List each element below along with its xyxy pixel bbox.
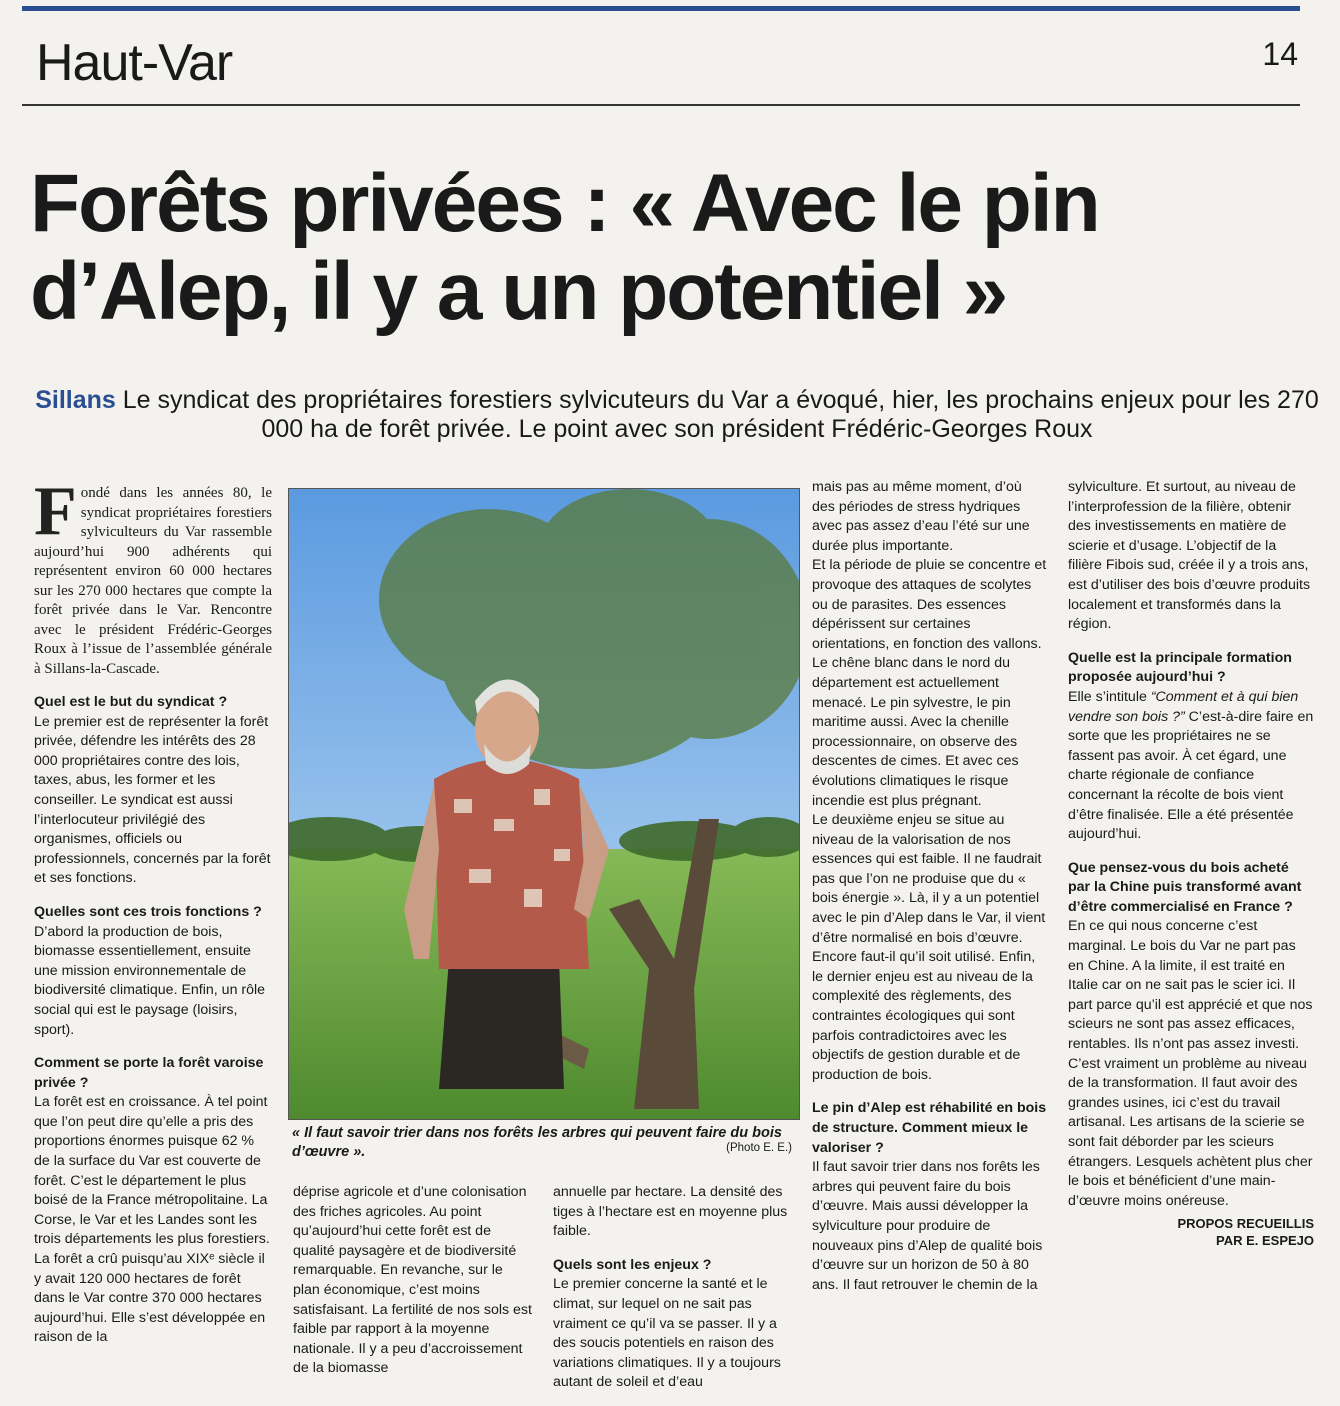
column-4 bbox=[812, 478, 1048, 1295]
question-4: Quels sont les enjeux ? bbox=[553, 1256, 712, 1273]
drop-cap: F bbox=[34, 473, 77, 550]
answer-2: D’abord la production de bois, biomasse essentiellement, ensuite une mission environnementale de biodiversité climatique. Enfin, un rôle social qui est le paysage (loisirs, sport). bbox=[34, 923, 266, 1038]
headline: Forêts privées : « Avec le pin d’Alep, il y a un potentiel » bbox=[30, 158, 1099, 337]
column-4-para-1: mais pas au même moment, d’où des périodes de stress hydriques avec pas assez d’eau l’été sur une durée plus importante. bbox=[812, 479, 1030, 554]
question-5: Le pin d’Alep est réhabilité en bois de structure. Comment mieux le valoriser ? bbox=[812, 1100, 1047, 1156]
intro-paragraph bbox=[34, 473, 272, 679]
photo-illustration bbox=[289, 489, 799, 1119]
answer-6-intro: Elle s’intitule bbox=[1068, 688, 1151, 705]
question-6: Quelle est la principale formation proposée aujourd’hui ? bbox=[1068, 649, 1292, 686]
column-4-para-3: Le deuxième enjeu se situe au niveau de la valorisation de nos essences qui est faible. Il ne faudrait pas que l’on ne produise que du « bois énergie ». Là, il y a un potentiel avec le pin d’Alep dans le Var, il vient d’être normalisé en bois d’œuvre. Encore faut-il qu’il soit utilisé. Enfin, le dernier enjeu est au niveau de la complexité des règlements, des contraintes écologiques qui sont parfois contradictoires avec les objectifs de gestion durable et de production de bois. bbox=[812, 812, 1046, 1083]
column-4-para-2: Et la période de pluie se concentre et provoque des attaques de scolytes ou de parasites. Des essences dépérissent sur certaines orientations, en fonction des vallons. Le chêne blanc dans le nord du département est actuellement menacé. Le pin sylvestre, le pin maritime aussi. Avec la chenille processionnaire, on observe des descentes de cimes. Et avec ces évolutions climatiques le risque incendie est plus prégnant. bbox=[812, 557, 1047, 809]
column-5 bbox=[1068, 478, 1314, 1249]
training-title: “Comment et à qui bien vendre son bois ?” bbox=[1068, 688, 1299, 725]
question-7: Que pensez-vous du bois acheté par la Chine puis transformé avant d’être commercialisé en France ? bbox=[1068, 859, 1302, 915]
column-3-continuation bbox=[553, 1183, 793, 1393]
page-number: 14 bbox=[1262, 36, 1298, 72]
column-2-text: déprise agricole et d’une colonisation des friches agricoles. Au point qu’aujourd’hui cette forêt est de qualité paysagère et de biodiversité remarquable. En revanche, sur le plan économique, c’est moins satisfaisant. La fertilité de nos sols est faible par rapport à la moyenne nationale. Il y a peu d’accroissement de la biomasse bbox=[293, 1184, 532, 1377]
standfirst bbox=[32, 386, 1322, 444]
column-5-para-1: sylviculture. Et surtout, au niveau de l’interprofession de la filière, obtenir des investissements en matière de scierie et d’usage. L’objectif de la filière Fibois sud, créée il y a trois ans, est d’utiliser des bois d’œuvre produits localement et transformés dans la région. bbox=[1068, 479, 1311, 633]
column-3-lead: annuelle par hectare. La densité des tiges à l’hectare est en moyenne plus faible. bbox=[553, 1184, 788, 1240]
header-rule bbox=[22, 104, 1300, 106]
answer-6-text: C’est-à-dire faire en sorte que les propriétaires ne se fassent pas avoir. À cet égard, une charte régionale de confiance concernant la récolte de bois vient d’être finalisée. Elle a été présentée aujourd’hui. bbox=[1068, 708, 1314, 843]
byline-line-2: PAR E. ESPEJO bbox=[1215, 1233, 1314, 1249]
answer-7: En ce qui nous concerne c’est marginal. Le bois du Var ne part pas en Chine. A la limite, il est traité en Italie car on ne sait pas le scier ici. Il part parce qu’il est apprécié et que nos scieurs ne sont pas assez efficaces, rentables. Ils n’ont pas assez investi. C’est vraiment un problème au niveau de la transformation. Il faut avoir des grandes usines, ici c’est du travail artisanal. Les artisans de la scierie se sont fait déborder par les scieurs étrangers. Lesquels achètent plus cher le bois et bénéficient d’une main-d’œuvre moins onéreuse. bbox=[1068, 918, 1313, 1209]
column-2-continuation bbox=[293, 1183, 533, 1379]
byline-line-1: PROPOS RECUEILLIS bbox=[1177, 1216, 1314, 1232]
dateline-place: Sillans bbox=[35, 386, 116, 414]
photo-caption: « Il faut savoir trier dans nos forêts les arbres qui peuvent faire du bois d’œuvre ». bbox=[292, 1125, 782, 1160]
photo-credit: (Photo E. E.) bbox=[726, 1142, 792, 1154]
article-photo bbox=[288, 488, 800, 1120]
answer-5: Il faut savoir trier dans nos forêts les arbres qui peuvent faire du bois d’œuvre. Mais aussi développer la sylviculture pour produire de nouveaux pins d’Alep de qualité bois d’œuvre sur un horizon de 50 à 80 ans. Il faut retrouver le chemin de la bbox=[812, 1159, 1043, 1293]
section-title: Haut-Var bbox=[36, 34, 233, 92]
column-1 bbox=[34, 473, 272, 1348]
answer-3: La forêt est en croissance. À tel point que l’on peut dire qu’elle a pris des proportions énormes puisque 62 % de la surface du Var est couverte de forêt. C’est le département le plus boisé de la France métropolitaine. La Corse, le Var et les Landes sont les trois départements les plus forestiers. La forêt a crû puisqu’au XIXᵉ siècle il y avait 120 000 hectares de forêt dans le Var contre 370 000 hectares aujourd’hui. Elle s’est développée en raison de la bbox=[34, 1094, 270, 1346]
byline bbox=[1068, 1215, 1314, 1249]
question-2: Quelles sont ces trois fonctions ? bbox=[34, 903, 262, 920]
standfirst-text: Le syndicat des propriétaires forestiers sylvicuteurs du Var a évoqué, hier, les prochains enjeux pour les 270 000 ha de forêt privée. Le point avec son président Frédéric-Georges Roux bbox=[122, 386, 1319, 443]
intro-text: ondé dans les années 80, le syndicat propriétaires forestiers sylviculteurs du Var rassemble aujourd’hui 900 adhérents qui représentent environ 60 000 hectares sur les 270 000 hectares que compte la forêt privée dans le Var. Rencontre avec le président Frédéric-Georges Roux à l’issue de l’assemblée générale à Sillans-la-Cascade. bbox=[34, 485, 272, 677]
answer-1: Le premier est de représenter la forêt privée, défendre les intérêts des 28 000 propriétaires contre des lois, taxes, abus, les former et les conseiller. Le syndicat est aussi l’interlocuteur privilégié des organismes, officiels ou professionnels, concernés par la forêt et ses fonctions. bbox=[34, 713, 271, 887]
question-1: Quel est le but du syndicat ? bbox=[34, 694, 228, 710]
question-3: Comment se porte la forêt varoise privée ? bbox=[34, 1055, 264, 1091]
answer-4: Le premier concerne la santé et le climat, sur lequel on ne sait pas vraiment ce qu’il va se passer. Il y a des soucis potentiels en raison des variations climatiques. Il y a toujours autant de soleil et d’eau bbox=[553, 1276, 781, 1391]
answer-6 bbox=[1068, 688, 1314, 845]
top-color-bar bbox=[22, 6, 1300, 11]
